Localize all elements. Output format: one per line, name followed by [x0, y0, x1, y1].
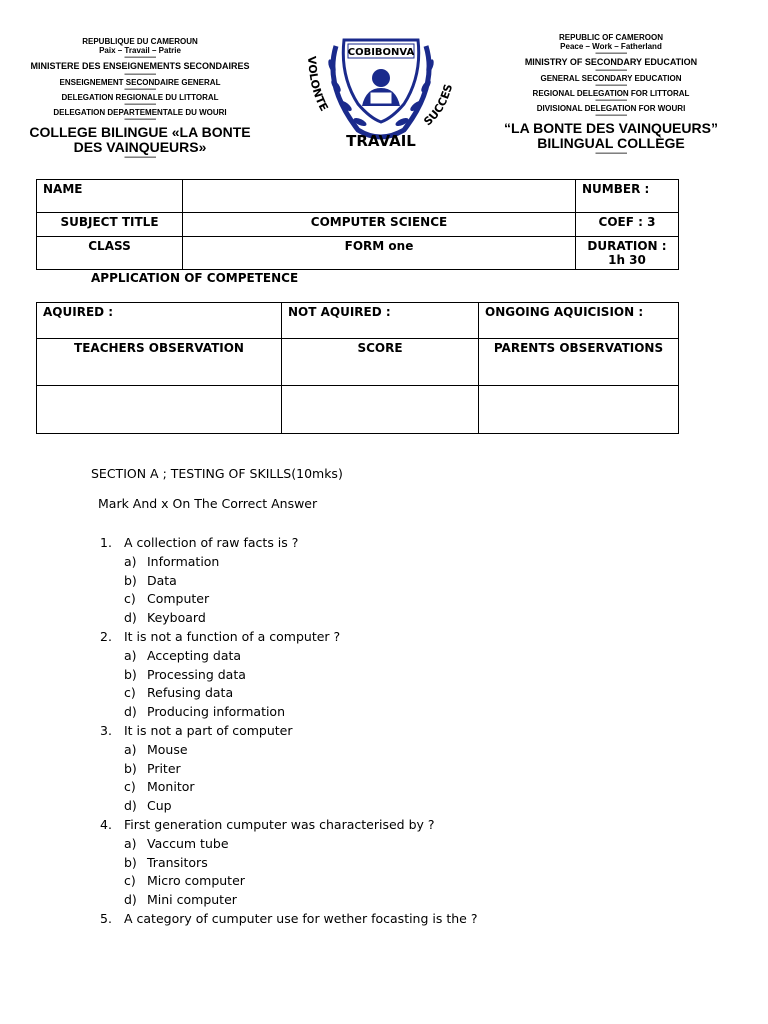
separator: ---------------------	[124, 72, 156, 78]
divisional-en: DIVISIONAL DELEGATION FOR WOURI	[536, 104, 686, 113]
dept-fr: ENSEIGNEMENT SECONDAIRE GENERAL	[59, 78, 221, 87]
competence-title: APPLICATION OF COMPETENCE	[91, 271, 299, 285]
separator: ---------------------	[595, 68, 627, 74]
divisional-fr: DELEGATION DEPARTEMENTALE DU WOURI	[53, 108, 227, 117]
dept-en: GENERAL SECONDARY EDUCATION	[540, 74, 682, 83]
school-name-fr: COLLEGE BILINGUE «LA BONTE DES VAINQUEURS»	[29, 124, 251, 155]
option-3a[interactable]: a) Mouse	[124, 741, 188, 757]
name-label: NAME	[37, 180, 183, 213]
duration-cell	[576, 237, 679, 270]
question-list	[100, 534, 477, 929]
logo-bottom-text: TRAVAIL	[346, 132, 416, 150]
separator: ---------------------	[124, 102, 156, 108]
option-2b[interactable]: b) Processing data	[124, 666, 246, 682]
option-2d[interactable]: d) Producing information	[124, 704, 286, 720]
duration-value: 1h 30	[608, 253, 646, 267]
motto-en: Peace – Work – Fatherland	[560, 42, 662, 51]
student-info-table	[36, 179, 679, 270]
option-1a[interactable]: a) Information	[124, 553, 220, 569]
motto-fr: Paix – Travail – Patrie	[99, 46, 181, 55]
figure-head	[372, 69, 390, 87]
subject-value: COMPUTER SCIENCE	[183, 213, 576, 237]
option-1c[interactable]: c) Computer	[124, 591, 210, 607]
republic-en: REPUBLIC OF CAMEROON	[559, 33, 663, 42]
header-right	[488, 33, 734, 157]
teachers-observation-field[interactable]	[37, 386, 282, 434]
coef-label: COEF : 3	[576, 213, 679, 237]
parents-observation-field[interactable]	[479, 386, 679, 434]
option-4a[interactable]: a) Vaccum tube	[124, 835, 229, 851]
section-title: SECTION A ; TESTING OF SKILLS(10mks)	[91, 466, 343, 481]
question-text: It is not a function of a computer ?	[124, 628, 341, 644]
regional-fr: DELEGATION REGIONALE DU LITTORAL	[61, 93, 219, 102]
question-2: 2. It is not a function of a computer ?	[100, 628, 341, 644]
option-1b[interactable]: b) Data	[124, 572, 177, 588]
number-label[interactable]: NUMBER :	[576, 180, 679, 213]
duration-label: DURATION :	[587, 239, 667, 253]
option-4b[interactable]: b) Transitors	[124, 854, 208, 870]
question-4: 4. First generation cumputer was characterised by ?	[100, 816, 435, 832]
school-name-en: “LA BONTE DES VAINQUEURS” BILINGUAL COLLÈGE	[504, 120, 718, 151]
separator: ---------------------	[595, 51, 627, 57]
separator: ---------------------	[595, 113, 627, 119]
logo-top-text: COBIBONVA	[347, 47, 415, 58]
option-2a[interactable]: a) Accepting data	[124, 647, 242, 663]
question-3: 3. It is not a part of computer	[100, 722, 293, 738]
option-1d[interactable]: d) Keyboard	[124, 610, 206, 626]
score-field[interactable]	[282, 386, 479, 434]
separator: ---------------------	[124, 117, 156, 123]
competence-table	[36, 302, 679, 434]
ministry-en: MINISTRY OF SECONDARY EDUCATION	[524, 57, 698, 67]
not-acquired-cell[interactable]: NOT AQUIRED :	[282, 303, 479, 339]
question-5: 5. A category of cumputer use for wether focasting is the ?	[100, 910, 478, 926]
class-value: FORM one	[183, 237, 576, 270]
parents-observation-header: PARENTS OBSERVATIONS	[479, 339, 679, 386]
option-4d[interactable]: d) Mini computer	[124, 892, 237, 908]
option-4c[interactable]: c) Micro computer	[124, 873, 245, 889]
logo-left-text: VOLONTE	[304, 55, 331, 114]
acquired-cell[interactable]: AQUIRED :	[37, 303, 282, 339]
ministry-fr: MINISTERE DES ENSEIGNEMENTS SECONDAIRES	[30, 61, 250, 71]
separator: ---------------------	[124, 87, 156, 93]
question-text: A category of cumputer use for wether focasting is the ?	[124, 910, 478, 926]
option-2c[interactable]: c) Refusing data	[124, 685, 234, 701]
logo-right-text: SUCCES	[421, 82, 456, 129]
class-label: CLASS	[37, 237, 183, 270]
separator: ---------------------	[124, 55, 156, 61]
name-field[interactable]	[183, 180, 576, 213]
separator: ---------------------	[124, 155, 156, 161]
subject-label: SUBJECT TITLE	[37, 213, 183, 237]
option-3d[interactable]: d) Cup	[124, 798, 172, 814]
republic-fr: REPUBLIQUE DU CAMEROUN	[82, 37, 198, 46]
score-header: SCORE	[282, 339, 479, 386]
instruction: Mark And x On The Correct Answer	[98, 496, 318, 511]
question-text: A collection of raw facts is ?	[124, 535, 299, 550]
separator: ---------------------	[595, 83, 627, 89]
separator: ---------------------	[595, 151, 627, 157]
header-left	[20, 37, 260, 161]
option-3b[interactable]: b) Priter	[124, 760, 181, 776]
regional-en: REGIONAL DELEGATION FOR LITTORAL	[532, 89, 690, 98]
ongoing-cell[interactable]: ONGOING AQUICISION :	[479, 303, 679, 339]
question-text: First generation cumputer was characterised by ?	[124, 816, 435, 832]
question-text: It is not a part of computer	[124, 722, 293, 738]
separator: ---------------------	[595, 98, 627, 104]
question-1: 1. A collection of raw facts is ?	[100, 535, 299, 550]
school-logo	[296, 26, 466, 154]
teachers-observation-header: TEACHERS OBSERVATION	[37, 339, 282, 386]
option-3c[interactable]: c) Monitor	[124, 779, 195, 795]
